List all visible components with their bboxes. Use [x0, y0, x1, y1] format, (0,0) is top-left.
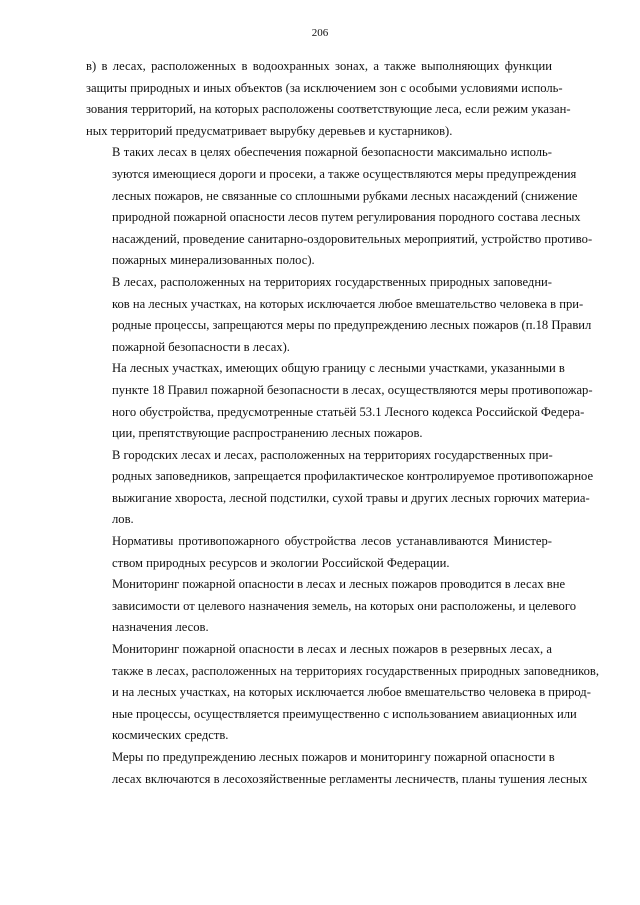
text-line: родные процессы, запрещаются меры по предупреждению лесных пожаров (п.18 Правил: [112, 318, 592, 333]
text-line: На лесных участках, имеющих общую границу с лесными участками, указанными в: [112, 361, 565, 376]
text-line: В лесах, расположенных на территориях государственных природных заповедни-: [112, 274, 552, 289]
text-line: зуются имеющиеся дороги и просеки, а также осуществляются меры предупреждения: [112, 166, 577, 181]
text-line: космических средств.: [112, 728, 229, 743]
text-line: в) в лесах, расположенных в водоохранных зонах, а также выполняющих функции: [86, 59, 552, 73]
text-line: ных территорий предусматривает вырубку деревьев и кустарников).: [86, 123, 453, 138]
text-line: Мониторинг пожарной опасности в лесах и лесных пожаров в резервных лесах, а: [112, 642, 552, 657]
page-number: 206: [311, 27, 329, 39]
text-line: зависимости от целевого назначения земель, на которых они расположены, и целевого: [112, 598, 576, 613]
text-line: ции, препятствующие распространению лесных пожаров.: [112, 426, 423, 441]
document-body: [86, 56, 599, 790]
paragraph: [86, 531, 552, 574]
text-line: выжигание хвороста, лесной подстилки, сухой травы и других лесных горючих материа-: [112, 490, 590, 505]
paragraph: [86, 358, 593, 444]
paragraph: [86, 142, 593, 272]
text-line: защиты природных и иных объектов (за исключением зон с особыми условиями исполь-: [86, 80, 563, 95]
text-line: Мониторинг пожарной опасности в лесах и лесных пожаров проводится в лесах вне: [112, 577, 566, 592]
text-line: Меры по предупреждению лесных пожаров и мониторингу пожарной опасности в: [112, 750, 555, 764]
paragraph: [86, 445, 594, 531]
text-line: лесных пожаров, не связанные со сплошными рубками лесных насаждений (снижение: [112, 188, 578, 203]
text-line: природной пожарной опасности лесов путем регулирования породного состава лесных: [112, 210, 581, 225]
text-line: В таких лесах в целях обеспечения пожарной безопасности максимально исполь-: [112, 145, 552, 160]
text-line: и на лесных участках, на которых исключается любое вмешательство человека в природ-: [112, 685, 591, 700]
text-line: ством природных ресурсов и экологии Российской Федерации.: [112, 555, 450, 570]
text-line: Нормативы противопожарного обустройства лесов устанавливаются Министер-: [112, 534, 552, 549]
text-line: ные процессы, осуществляется преимущественно с использованием авиационных или: [112, 706, 577, 721]
paragraph: [86, 574, 576, 639]
paragraph: [86, 747, 588, 790]
text-line: лесах включаются в лесохозяйственные регламенты лесничеств, планы тушения лесных: [112, 771, 588, 786]
text-line: зования территорий, на которых расположены соответствующие леса, если режим указан-: [86, 102, 571, 117]
text-line: также в лесах, расположенных на территориях государственных природных заповедников,: [112, 663, 599, 678]
text-line: родных заповедников, запрещается профилактическое контролируемое противопожарное: [112, 469, 594, 484]
text-line: пожарных минерализованных полос).: [112, 253, 315, 268]
text-line: насаждений, проведение санитарно-оздоровительных мероприятий, устройство противо-: [112, 231, 593, 246]
paragraph: [86, 272, 592, 358]
text-line: назначения лесов.: [112, 620, 209, 635]
text-line: В городских лесах и лесах, расположенных на территориях государственных при-: [112, 447, 553, 462]
text-line: лов.: [112, 512, 134, 527]
paragraph: [86, 56, 571, 142]
text-line: пожарной безопасности в лесах).: [112, 339, 290, 354]
text-line: ного обустройства, предусмотренные статьёй 53.1 Лесного кодекса Российской Федера-: [112, 404, 585, 419]
paragraph: [86, 639, 599, 747]
text-line: ков на лесных участках, на которых исключается любое вмешательство человека в при-: [112, 296, 584, 311]
text-line: пункте 18 Правил пожарной безопасности в лесах, осуществляются меры противопожар-: [112, 382, 593, 397]
